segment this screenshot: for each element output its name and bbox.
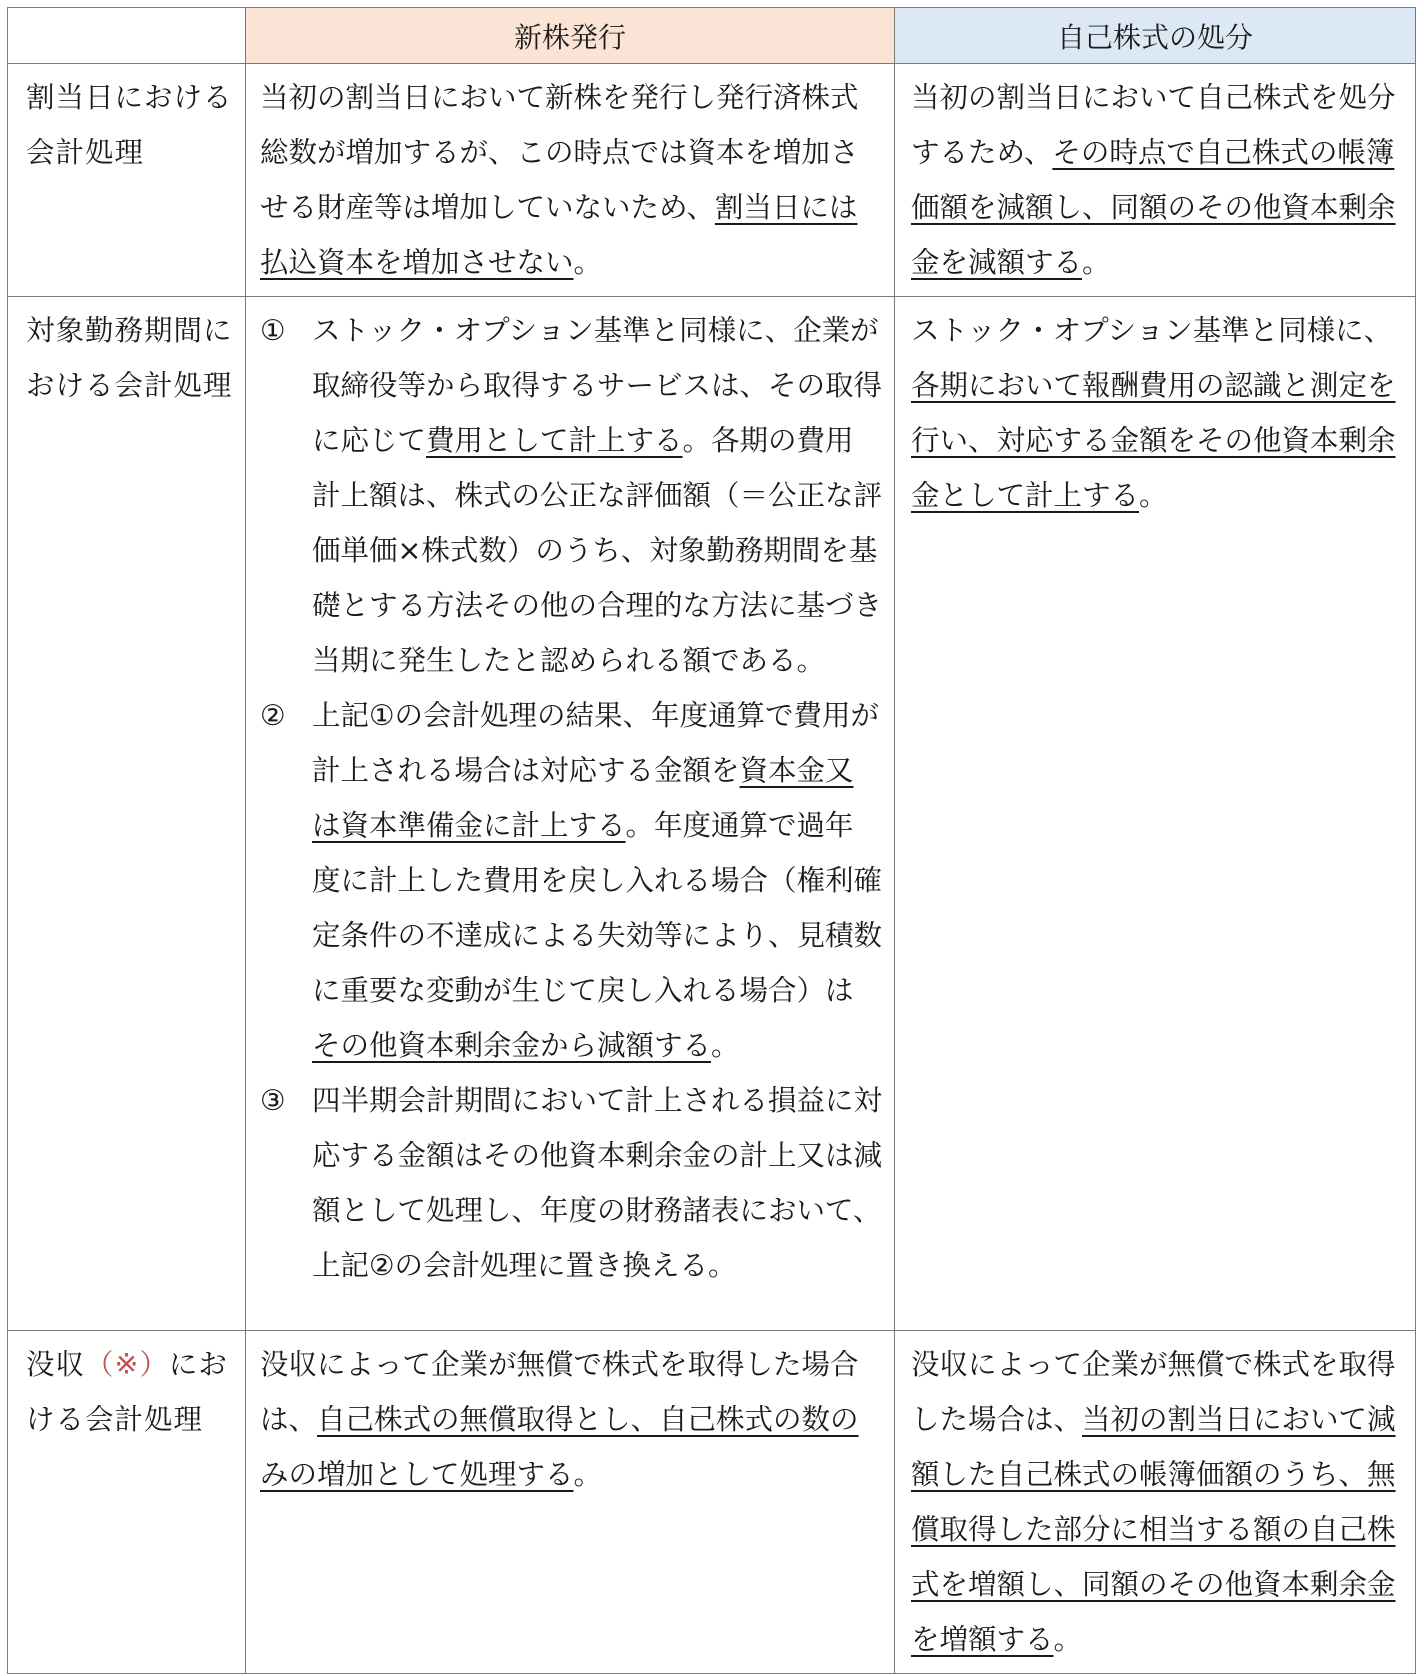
- underlined-text: その他資本剰余金から減額する: [312, 1029, 712, 1062]
- new-share-cell: [246, 1331, 895, 1674]
- header-treasury-stock-disposal: 自己株式の処分: [895, 8, 1416, 64]
- treasury-stock-cell: [895, 297, 1416, 1331]
- cell-text: 没収によって企業が無償で株式を取得した場合は、自己株式の無償取得とし、自己株式の数のみの増加として処理する。: [260, 1348, 859, 1491]
- list-item: ② 上記①の会計処理の結果、年度通算で費用が計上される場合は対応する金額を資本金又は資本準備金に計上する。年度通算で過年度に計上した費用を戻し入れる場合（権利確定条件の不達成による失効等により、見積数に重要な変動が生じて戻し入れる場合）はその他資本剰余金から減額する。: [260, 688, 882, 1073]
- treasury-stock-cell: [895, 1331, 1416, 1674]
- item-number: ③: [260, 1084, 286, 1117]
- header-blank-cell: [8, 8, 246, 64]
- underlined-text: 資本金又は資本準備金に計上する: [312, 754, 854, 842]
- row-label: 割当日における会計処理: [26, 81, 233, 169]
- underlined-text: その時点で自己株式の帳簿価額を減額し、同額のその他資本剰余金を減額する: [911, 136, 1396, 279]
- cell-text: [246, 297, 894, 1299]
- underlined-text: 費用として計上する: [426, 424, 683, 457]
- row-label: 対象勤務期間における会計処理: [26, 314, 233, 402]
- cell-text: 没収によって企業が無償で株式を取得した場合は、当初の割当日において減額した自己株式の帳簿価額のうち、無償取得した部分に相当する額の自己株式を増額し、同額のその他資本剰余金を増額する。: [911, 1348, 1396, 1656]
- cell-text: ストック・オプション基準と同様に、各期において報酬費用の認識と測定を行い、対応する金額をその他資本剰余金として計上する。: [911, 314, 1396, 512]
- new-share-cell: [246, 64, 895, 297]
- list-item: ③ 四半期会計期間において計上される損益に対応する金額はその他資本剰余金の計上又は減額として処理し、年度の財務諸表において、上記②の会計処理に置き換える。: [260, 1073, 882, 1293]
- header-new-share-issuance: 新株発行: [246, 8, 895, 64]
- comparison-table: [7, 7, 1416, 1674]
- row-label-cell: [8, 1331, 246, 1674]
- cell-text: 当初の割当日において自己株式を処分するため、その時点で自己株式の帳簿価額を減額し、同額のその他資本剰余金を減額する。: [911, 81, 1396, 279]
- header-row: [8, 8, 1416, 64]
- underlined-text: 自己株式の無償取得とし、自己株式の数のみの増加として処理する: [260, 1403, 859, 1491]
- item-number: ②: [260, 699, 286, 732]
- table-row: [8, 64, 1416, 297]
- underlined-text: 当初の割当日において減額した自己株式の帳簿価額のうち、無償取得した部分に相当する額の自己株式を増額し、同額のその他資本剰余金を増額する: [911, 1403, 1396, 1656]
- note-marker: （※）: [85, 1348, 169, 1381]
- row-label: 没収（※）における会計処理: [26, 1348, 228, 1436]
- underlined-text: 各期において報酬費用の認識と測定を行い、対応する金額をその他資本剰余金として計上する: [911, 369, 1396, 512]
- list-item: ① ストック・オプション基準と同様に、企業が取締役等から取得するサービスは、その取得に応じて費用として計上する。各期の費用計上額は、株式の公正な評価額（＝公正な評価単価×株式数）のうち、対象勤務期間を基礎とする方法その他の合理的な方法に基づき当期に発生したと認められる額である。: [260, 303, 882, 688]
- table-row: [8, 297, 1416, 1331]
- underlined-text: 割当日には払込資本を増加させない: [260, 191, 858, 279]
- item-number: ①: [260, 314, 286, 347]
- row-label-cell: [8, 64, 246, 297]
- cell-text: 当初の割当日において新株を発行し発行済株式総数が増加するが、この時点では資本を増加させる財産等は増加していないため、割当日には払込資本を増加させない。: [260, 81, 859, 279]
- new-share-cell: [246, 297, 895, 1331]
- row-label-cell: [8, 297, 246, 1331]
- treasury-stock-cell: [895, 64, 1416, 297]
- table-row: [8, 1331, 1416, 1674]
